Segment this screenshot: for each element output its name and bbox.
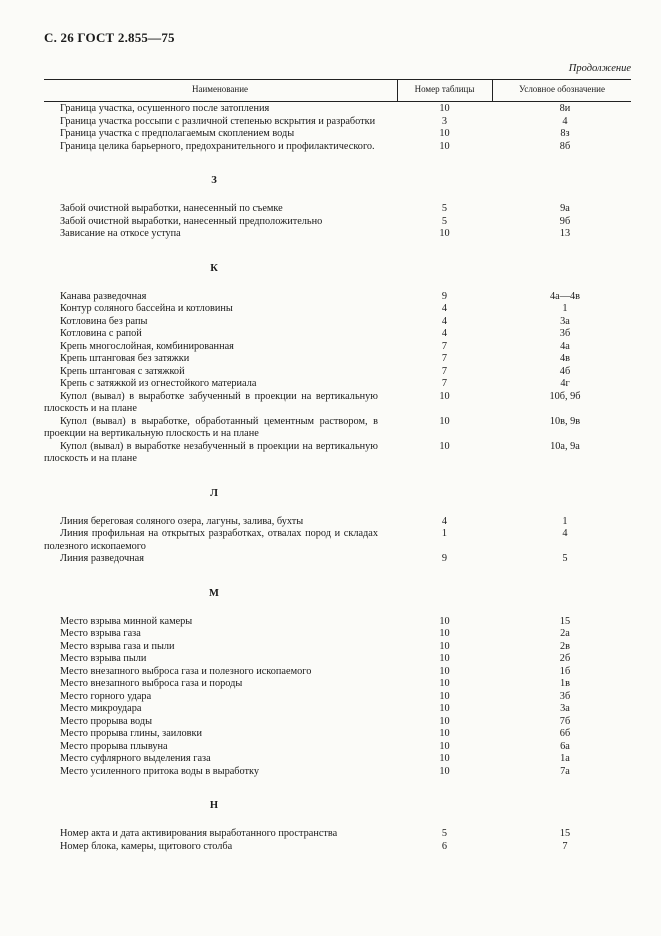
row-symbol: 6а — [560, 740, 570, 752]
row-name: Место взрыва газа — [60, 628, 141, 639]
row-table-number: 6 — [441, 840, 448, 852]
table-row — [44, 553, 631, 566]
row-symbol: 15 — [559, 828, 571, 839]
row-table-number: 10 — [439, 415, 450, 427]
row-symbol: 10а, 9а — [550, 440, 580, 452]
section-gap — [44, 566, 631, 588]
row-name: Место прорыва воды — [60, 715, 153, 727]
table-row — [44, 766, 631, 779]
row-table-number: 10 — [439, 140, 450, 152]
column-header-name: Наименование — [191, 84, 249, 94]
row-name: Граница участка, осушенного после затопления — [60, 103, 270, 114]
table-row — [44, 616, 631, 629]
row-symbol: 7б — [559, 715, 571, 727]
row-name: Место горного удара — [60, 690, 152, 702]
section-letter: М — [209, 587, 219, 599]
row-table-number: 10 — [439, 753, 450, 764]
row-symbol: 10в, 9в — [549, 415, 581, 427]
table-row — [44, 441, 631, 466]
row-name: Место суфлярного выделения газа — [60, 753, 211, 764]
table-row — [44, 703, 631, 716]
row-symbol: 9б — [559, 215, 571, 227]
table-row — [44, 678, 631, 691]
row-table-number: 10 — [439, 728, 450, 739]
section-gap — [44, 778, 631, 800]
row-symbol: 4а — [560, 340, 570, 352]
row-name: Граница участка с предполагаемым скоплением воды — [60, 128, 295, 139]
table-header-rule — [44, 101, 631, 102]
table-row — [44, 691, 631, 704]
row-name: Линия профильная на открытых разработках, отвалах пород и складах полезного ископаемого — [44, 528, 378, 552]
row-symbol: 4г — [560, 378, 570, 389]
row-table-number: 10 — [439, 665, 450, 677]
section-gap — [44, 187, 631, 203]
table-row — [44, 316, 631, 329]
table-row — [44, 378, 631, 391]
row-name: Контур соляного бассейна и котловины — [60, 303, 233, 314]
table-row — [44, 353, 631, 366]
section-gap — [44, 500, 631, 516]
row-name: Купол (вывал) в выработке забученный в проекции на вертикальную плоскость и на плане — [44, 390, 378, 414]
row-symbol: 4а—4в — [549, 290, 581, 302]
table-row — [44, 753, 631, 766]
row-name: Граница целика барьерного, предохранительного и профилактического. — [60, 140, 375, 152]
row-name: Крепь штанговая без затяжки — [60, 353, 190, 364]
table-row — [44, 391, 631, 416]
table-row — [44, 216, 631, 229]
row-table-number: 7 — [441, 353, 448, 364]
table-row — [44, 366, 631, 379]
row-table-number: 10 — [439, 390, 450, 402]
row-symbol: 3б — [559, 328, 571, 339]
row-table-number: 10 — [439, 228, 450, 239]
table-row — [44, 141, 631, 154]
row-name: Место внезапного выброса газа и полезного ископаемого — [60, 665, 312, 677]
section-letter: З — [211, 175, 217, 186]
row-table-number: 10 — [439, 715, 450, 727]
section-gap — [44, 153, 631, 175]
row-table-number: 10 — [439, 628, 450, 639]
row-table-number: 4 — [441, 303, 448, 314]
row-table-number: 10 — [439, 440, 450, 452]
row-symbol: 1в — [559, 678, 570, 689]
row-symbol: 4 — [562, 528, 568, 539]
row-name: Место взрыва пыли — [60, 653, 147, 664]
row-name: Граница участка россыпи с различной степенью вскрытия и разработки — [60, 115, 376, 127]
row-table-number: 7 — [441, 365, 448, 377]
section-gap — [44, 812, 631, 828]
row-table-number: 4 — [441, 315, 448, 327]
row-name: Место взрыва газа и пыли — [60, 640, 175, 652]
row-table-number: 10 — [439, 653, 450, 664]
row-table-number: 10 — [439, 740, 450, 752]
row-symbol: 4 — [562, 115, 568, 127]
table-row — [44, 291, 631, 304]
row-table-number: 9 — [441, 553, 448, 564]
table-top-rule — [44, 79, 631, 80]
row-table-number: 10 — [439, 678, 450, 689]
table-body — [44, 103, 631, 853]
table-row — [44, 303, 631, 316]
row-name: Номер блока, камеры, щитового столба — [60, 840, 233, 852]
row-name: Место взрыва минной камеры — [60, 615, 193, 627]
table-row — [44, 328, 631, 341]
row-table-number: 4 — [441, 515, 448, 527]
table-row — [44, 341, 631, 354]
row-name: Котловина с рапой — [60, 328, 142, 339]
row-symbol: 1 — [562, 303, 568, 314]
table-row — [44, 828, 631, 841]
row-name: Крепь многослойная, комбинированная — [60, 340, 234, 352]
row-table-number: 5 — [441, 215, 448, 227]
row-table-number: 10 — [439, 128, 450, 139]
table-row — [44, 741, 631, 754]
row-symbol: 4б — [559, 365, 571, 377]
section-letter: Л — [210, 487, 218, 499]
row-name: Котловина без рапы — [60, 315, 148, 327]
section-letter: К — [210, 262, 218, 274]
row-name: Зависание на откосе уступа — [60, 228, 181, 239]
table-row — [44, 653, 631, 666]
row-symbol: 8з — [560, 128, 570, 139]
row-table-number: 4 — [441, 328, 448, 339]
table-row — [44, 103, 631, 116]
row-table-number: 1 — [441, 528, 448, 539]
table-row — [44, 528, 631, 553]
row-name: Место усиленного притока воды в выработку — [60, 765, 260, 777]
row-name: Место прорыва плывуна — [60, 740, 168, 752]
row-symbol: 3а — [560, 703, 570, 714]
table-row — [44, 228, 631, 241]
table-row — [44, 666, 631, 679]
row-symbol: 3б — [559, 690, 571, 702]
row-table-number: 5 — [441, 828, 448, 839]
row-symbol: 7 — [562, 840, 568, 852]
table-row — [44, 416, 631, 441]
table-row — [44, 128, 631, 141]
row-symbol: 3а — [560, 315, 570, 327]
row-name: Место микроудара — [60, 703, 142, 714]
row-symbol: 1б — [559, 665, 571, 677]
row-symbol: 15 — [559, 615, 571, 627]
row-name: Линия береговая соляного озера, лагуны, залива, бухты — [60, 515, 304, 527]
section-gap — [44, 600, 631, 616]
section-gap — [44, 275, 631, 291]
section-gap — [44, 241, 631, 263]
row-table-number: 5 — [441, 203, 448, 214]
row-name: Купол (вывал) в выработке незабученный в проекции на вертикальную плоскость и на плане — [44, 440, 378, 464]
table-row — [44, 116, 631, 129]
continuation-label: Продолжение — [568, 63, 631, 74]
table-row — [44, 641, 631, 654]
row-name: Забой очистной выработки, нанесенный по съемке — [60, 203, 283, 214]
row-symbol: 8б — [559, 140, 571, 152]
row-name: Место прорыва глины, заиловки — [60, 728, 202, 739]
section-letter: Н — [209, 800, 219, 811]
page-header: С. 26 ГОСТ 2.855—75 — [44, 30, 175, 45]
row-table-number: 10 — [439, 765, 450, 777]
row-table-number: 10 — [439, 615, 450, 627]
row-symbol: 5 — [562, 553, 568, 564]
row-name: Купол (вывал) в выработке, обработанный цементным раствором, в проекции на вертикальную плоскость и на плане — [44, 415, 378, 439]
row-table-number: 10 — [439, 703, 450, 714]
row-symbol: 2а — [560, 628, 570, 639]
row-name: Канава разведочная — [60, 290, 147, 302]
row-name: Крепь штанговая с затяжкой — [60, 365, 185, 377]
row-table-number: 7 — [441, 378, 448, 389]
table-row — [44, 841, 631, 854]
table-row — [44, 716, 631, 729]
row-symbol: 10б, 9б — [549, 390, 581, 402]
table-row — [44, 516, 631, 529]
table-row — [44, 203, 631, 216]
row-name: Место внезапного выброса газа и породы — [60, 678, 243, 689]
section-gap — [44, 466, 631, 488]
row-symbol: 2в — [559, 640, 570, 652]
row-symbol: 1а — [560, 753, 570, 764]
table-row — [44, 728, 631, 741]
row-symbol: 13 — [559, 228, 571, 239]
row-table-number: 10 — [439, 690, 450, 702]
row-table-number: 3 — [441, 115, 448, 127]
row-symbol: 1 — [562, 515, 568, 527]
row-name: Номер акта и дата активирования выработанного пространства — [60, 828, 338, 839]
row-symbol: 6б — [559, 728, 571, 739]
row-table-number: 10 — [439, 640, 450, 652]
column-header-symbol: Условное обозначение — [519, 84, 605, 94]
row-name: Крепь с затяжкой из огнестойкого материала — [60, 378, 257, 389]
row-symbol: 2б — [559, 653, 571, 664]
row-name: Линия разведочная — [60, 553, 144, 564]
row-table-number: 7 — [441, 340, 448, 352]
column-header-table: Номер таблицы — [414, 84, 475, 94]
row-symbol: 4в — [559, 353, 570, 364]
row-symbol: 7а — [560, 765, 570, 777]
row-symbol: 8и — [559, 103, 571, 114]
table-row — [44, 628, 631, 641]
row-name: Забой очистной выработки, нанесенный предположительно — [60, 215, 323, 227]
row-symbol: 9а — [560, 203, 570, 214]
row-table-number: 9 — [441, 290, 448, 302]
row-table-number: 10 — [439, 103, 450, 114]
